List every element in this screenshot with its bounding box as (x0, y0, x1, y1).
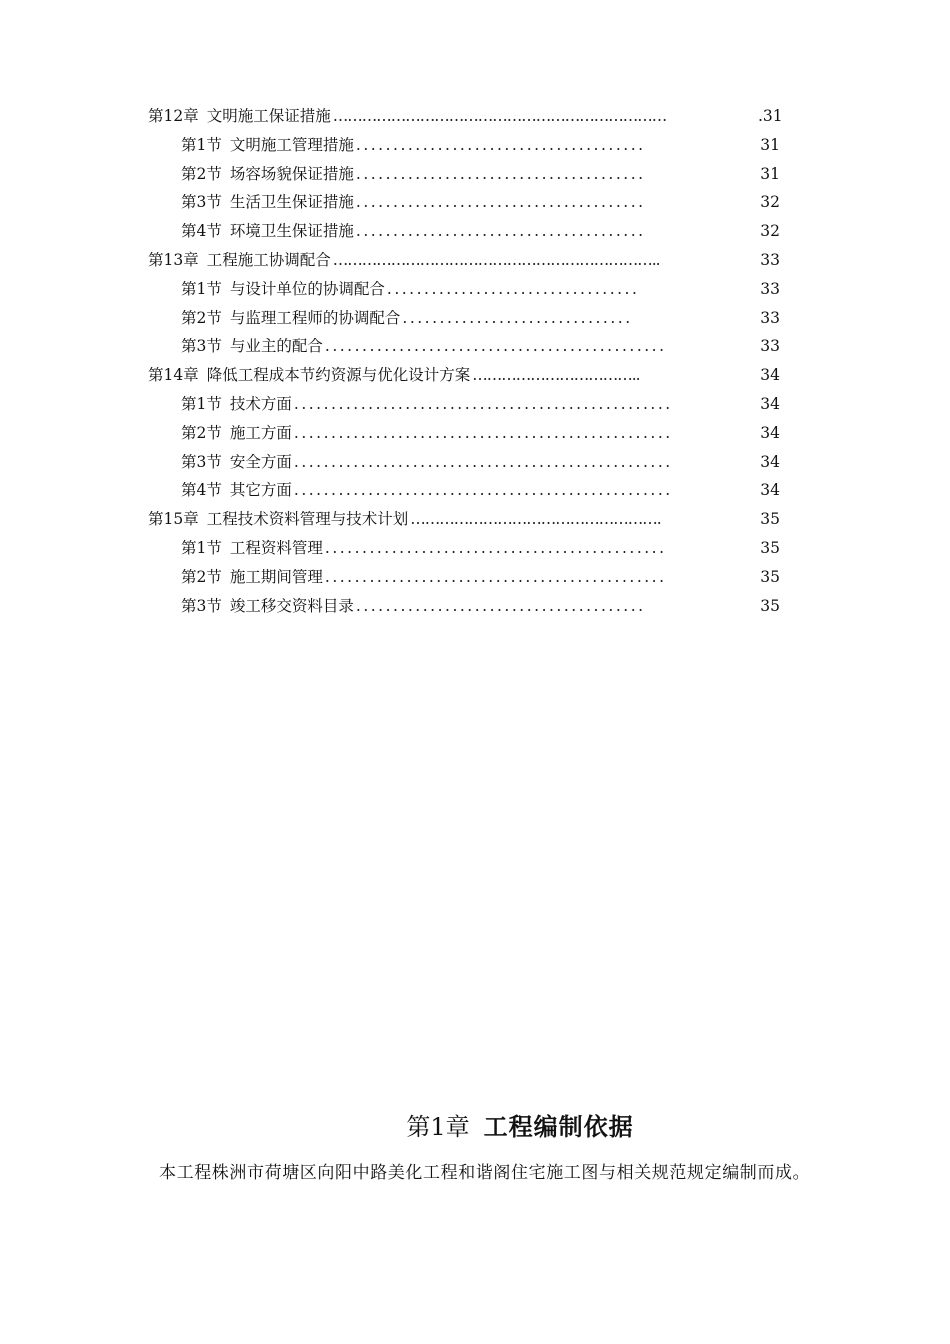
toc-section-entry (148, 217, 780, 246)
toc-page-number: 33 (760, 308, 780, 327)
toc-entry-title: 文明施工保证措施 (206, 107, 331, 125)
toc-entry-title: 场容场貌保证措施 (229, 164, 354, 183)
toc-chapter-entry (148, 505, 780, 534)
toc-entry-number: 第15章 (148, 510, 199, 529)
toc-entry-title: 其它方面 (229, 481, 292, 500)
toc-page-number: 35 (760, 567, 780, 586)
toc-entry-number: 第1节 (181, 394, 222, 413)
toc-dot-leader: …………………………………………………………… (332, 107, 667, 125)
toc-entry-title: 施工方面 (229, 423, 292, 442)
toc-chapter-entry (148, 246, 780, 275)
toc-entry-number: 第1节 (181, 279, 222, 298)
toc-entry-title: 文明施工管理措施 (229, 135, 354, 154)
toc-entry-label (181, 160, 354, 189)
toc-entry-label (181, 217, 354, 246)
toc-page-number: 34 (760, 452, 780, 471)
toc-section-entry (148, 188, 780, 217)
toc-entry-number: 第12章 (148, 107, 199, 125)
toc-entry-label (181, 448, 292, 477)
toc-entry-number: 第3节 (181, 596, 222, 615)
toc-dot-leader: ....................................... (355, 596, 646, 615)
toc-entry-number: 第14章 (148, 366, 199, 385)
toc-entry-label (181, 534, 323, 563)
toc-page-number: 35 (760, 596, 780, 615)
toc-entry-title: 与监理工程师的协调配合 (229, 308, 401, 327)
toc-section-entry (148, 160, 780, 189)
toc-entry-number: 第1节 (181, 538, 222, 557)
toc-entry-number: 第3节 (181, 337, 222, 356)
toc-page-number: 34 (760, 394, 780, 413)
toc-entry-title: 安全方面 (229, 452, 292, 471)
toc-entry-label (148, 102, 331, 131)
toc-entry-label (181, 390, 292, 419)
toc-section-entry (148, 304, 780, 333)
toc-page-number: 33 (760, 250, 780, 269)
toc-entry-number: 第2节 (181, 423, 222, 442)
toc-entry-title: 竣工移交资料目录 (229, 596, 354, 615)
toc-section-entry (148, 131, 780, 160)
toc-section-entry (148, 448, 780, 477)
toc-dot-leader: .............................................. (324, 538, 667, 557)
toc-entry-title: 工程技术资料管理与技术计划 (206, 510, 409, 529)
toc-entry-label (148, 246, 331, 275)
toc-page-number: 33 (760, 337, 780, 356)
toc-entry-title: 生活卫生保证措施 (229, 193, 354, 212)
toc-page-number: 31 (760, 164, 780, 183)
toc-entry-title: 与设计单位的协调配合 (229, 279, 385, 298)
toc-entry-label (181, 275, 385, 304)
toc-section-entry (148, 534, 780, 563)
toc-section-entry (148, 332, 780, 361)
toc-page-number: 35 (760, 538, 780, 557)
toc-dot-leader: .................................. (386, 279, 640, 298)
toc-dot-leader: ………………………………………………………….. (332, 250, 660, 269)
toc-entry-number: 第2节 (181, 567, 222, 586)
toc-page-number: 32 (760, 193, 780, 212)
toc-page-number: 33 (760, 279, 780, 298)
toc-entry-number: 第2节 (181, 164, 222, 183)
toc-page-number: 34 (760, 423, 780, 442)
toc-entry-number: 第4节 (181, 222, 222, 241)
toc-entry-title: 降低工程成本节约资源与优化设计方案 (206, 366, 471, 385)
toc-dot-leader: …………………………….. (472, 366, 640, 385)
toc-dot-leader: ................................................... (293, 394, 673, 413)
toc-entry-number: 第3节 (181, 193, 222, 212)
chapter-title: 工程编制依据 (483, 1112, 634, 1141)
toc-entry-label (181, 419, 292, 448)
body-paragraph: 本工程株洲市荷塘区向阳中路美化工程和谐阁住宅施工图与相关规范规定编制而成。 (159, 1163, 811, 1183)
toc-page-number: 32 (760, 222, 780, 241)
toc-dot-leader: ................................................... (293, 452, 673, 471)
toc-entry-title: 工程施工协调配合 (206, 250, 331, 269)
toc-entry-number: 第4节 (181, 481, 222, 500)
toc-entry-label (181, 332, 323, 361)
toc-chapter-entry (148, 102, 783, 131)
toc-entry-label (181, 476, 292, 505)
toc-entry-title: 与业主的配合 (229, 337, 323, 356)
toc-entry-number: 第13章 (148, 250, 199, 269)
toc-section-entry (148, 419, 780, 448)
toc-dot-leader: ................................................... (293, 481, 673, 500)
toc-entry-title: 施工期间管理 (229, 567, 323, 586)
toc-entry-number: 第3节 (181, 452, 222, 471)
toc-entry-label (181, 563, 323, 592)
toc-entry-title: 技术方面 (229, 394, 292, 413)
toc-dot-leader: ................................................... (293, 423, 673, 442)
toc-entry-label (148, 505, 408, 534)
toc-section-entry (148, 275, 780, 304)
toc-section-entry (148, 390, 780, 419)
toc-entry-number: 第1节 (181, 135, 222, 154)
toc-dot-leader: ....................................... (355, 193, 646, 212)
toc-section-entry (148, 592, 780, 621)
toc-dot-leader: ............................... (402, 308, 633, 327)
chapter-heading (0, 1110, 950, 1144)
toc-dot-leader: ....................................... (355, 164, 646, 183)
table-of-contents (148, 102, 783, 620)
toc-dot-leader: ……………………………………………. (410, 510, 661, 529)
toc-section-entry (148, 476, 780, 505)
toc-page-number: 34 (760, 481, 780, 500)
toc-page-number: 35 (760, 510, 780, 529)
toc-entry-title: 工程资料管理 (229, 538, 323, 557)
toc-page-number: 34 (760, 366, 780, 385)
toc-chapter-entry (148, 361, 780, 390)
chapter-number: 第1章 (406, 1113, 470, 1141)
toc-dot-leader: ....................................... (355, 222, 646, 241)
toc-entry-label (148, 361, 470, 390)
toc-dot-leader: .............................................. (324, 337, 667, 356)
toc-entry-label (181, 131, 354, 160)
toc-page-number: 31 (760, 135, 780, 154)
toc-section-entry (148, 563, 780, 592)
toc-page-number: .31 (758, 107, 783, 125)
toc-dot-leader: .............................................. (324, 567, 667, 586)
toc-dot-leader: ....................................... (355, 135, 646, 154)
toc-entry-label (181, 304, 400, 333)
toc-entry-title: 环境卫生保证措施 (229, 222, 354, 241)
toc-entry-label (181, 188, 354, 217)
toc-entry-number: 第2节 (181, 308, 222, 327)
toc-entry-label (181, 592, 354, 621)
